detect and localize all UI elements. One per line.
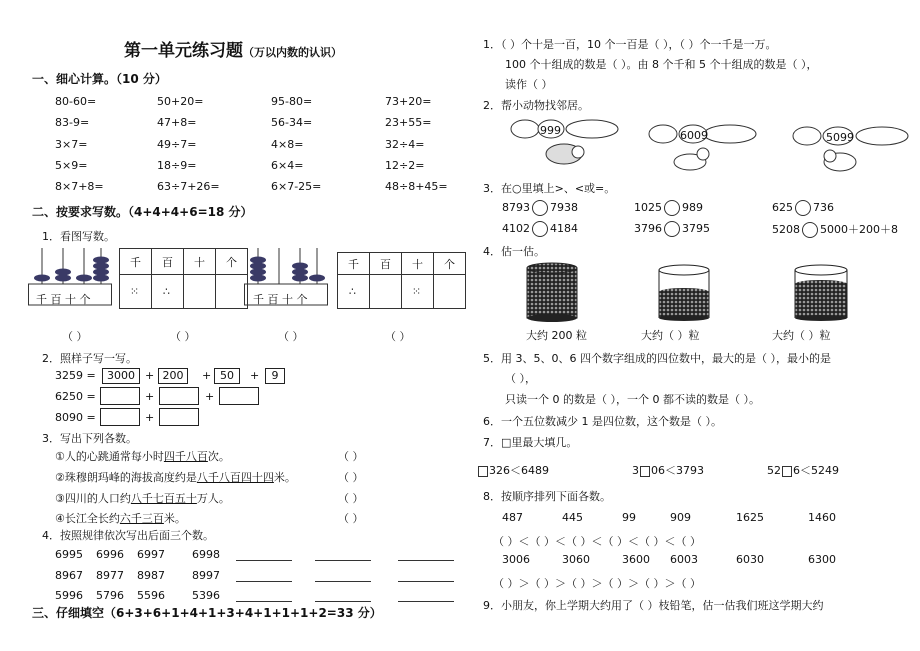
empty-cell — [184, 275, 216, 309]
place-value-table-1 — [119, 248, 248, 309]
part-box: 3000 — [102, 368, 140, 384]
q8-number: 3600 — [622, 553, 650, 566]
answer-box[interactable] — [159, 387, 199, 405]
answer-box[interactable] — [100, 408, 140, 426]
calc-item: 80-60= — [55, 95, 97, 108]
jar-label-1: 大约 200 粒 — [526, 329, 587, 342]
place-value-table-2 — [337, 252, 466, 309]
compare-right: 989 — [682, 201, 703, 214]
calc-item: 18÷9= — [157, 159, 197, 172]
q3-text: ③四川的人口约 — [55, 492, 131, 505]
r-q7: 7．□里最大填几。 — [483, 436, 578, 449]
q3-text: 米。 — [163, 512, 186, 525]
calc-item: 23+55= — [385, 116, 432, 129]
sequence-number: 5796 — [96, 589, 124, 602]
sequence-number: 8997 — [192, 569, 220, 582]
q8-number: 1625 — [736, 511, 764, 524]
compare-left: 8793 — [502, 201, 530, 214]
header-ge: 个 — [434, 253, 466, 275]
compare-right: 7938 — [550, 201, 578, 214]
neighbor-graphic — [648, 122, 768, 177]
r-q2: 2．帮小动物找邻居。 — [483, 99, 589, 112]
blank-line[interactable] — [236, 550, 292, 561]
q2-label: 2．照样子写一写。 — [42, 352, 137, 365]
r-q4: 4．估一估。 — [483, 245, 545, 258]
answer-box[interactable] — [219, 387, 259, 405]
subtitle: （万以内数的认识） — [243, 46, 342, 59]
compare-left: 625 — [772, 201, 793, 214]
q2-num-1: 3259 = — [55, 369, 96, 382]
calc-item: 83-9= — [55, 116, 90, 129]
q2-num-3: 8090 = — [55, 411, 96, 424]
compare-item — [502, 200, 578, 216]
neighbor-num-2: 6009 — [680, 129, 708, 142]
neighbor-num-1: 999 — [540, 124, 561, 137]
jar-half — [658, 264, 710, 322]
q3-item — [55, 469, 296, 485]
q7-post: 06＜3793 — [651, 464, 704, 477]
empty-cell — [216, 275, 248, 309]
header-bai: 百 — [152, 249, 184, 275]
sequence-number: 5996 — [55, 589, 83, 602]
calc-item: 3×7= — [55, 138, 88, 151]
q3-answer-paren[interactable]: （ ） — [338, 492, 364, 505]
q1-label: 1．看图写数。 — [42, 230, 115, 243]
r-q9: 9．小朋友，你上学期大约用了（ ）枝铅笔，估一估我们班这学期大约 — [483, 599, 824, 612]
section1-heading: 一、细心计算。（10 分） — [32, 72, 167, 86]
underlined-number-words: 六千三百 — [119, 512, 164, 525]
compare-circle[interactable] — [532, 200, 548, 216]
header-shi: 十 — [184, 249, 216, 275]
answer-box[interactable] — [100, 387, 140, 405]
empty-cell — [434, 275, 466, 309]
q3-text: ④长江全长约 — [55, 512, 120, 525]
answer-paren-2[interactable]: （ ） — [170, 330, 196, 343]
underlined-number-words: 四千八百 — [163, 450, 208, 463]
fill-square[interactable] — [782, 466, 792, 477]
r-q5b: （ ）， — [505, 372, 536, 385]
dots-cell: ∴ — [338, 275, 370, 309]
part-box: 200 — [158, 368, 188, 384]
calc-item: 48÷8+45= — [385, 180, 448, 193]
sequence-number: 5396 — [192, 589, 220, 602]
q2-num-2: 6250 = — [55, 390, 96, 403]
header-shi: 十 — [402, 253, 434, 275]
compare-item — [502, 221, 578, 237]
q3-label: 3．写出下列各数。 — [42, 432, 137, 445]
calc-item: 56-34= — [271, 116, 313, 129]
calc-item: 49÷7= — [157, 138, 197, 151]
compare-right: 3795 — [682, 222, 710, 235]
part-box: 50 — [214, 368, 240, 384]
sequence-number: 5596 — [137, 589, 165, 602]
calc-item: 63÷7+26= — [157, 180, 220, 193]
sequence-number: 6995 — [55, 548, 83, 561]
q3-answer-paren[interactable]: （ ） — [338, 512, 364, 525]
neighbor-1 — [510, 118, 620, 168]
blank-line[interactable] — [315, 550, 371, 561]
blank-line[interactable] — [398, 550, 454, 561]
answer-paren-1[interactable]: （ ） — [62, 330, 88, 343]
q4-label: 4．按照规律依次写出后面三个数。 — [42, 529, 214, 542]
page-title — [124, 36, 342, 61]
calc-item: 47+8= — [157, 116, 197, 129]
calc-item: 6×4= — [271, 159, 304, 172]
q7-item-2 — [632, 462, 704, 478]
plus-sign: + — [202, 369, 212, 382]
blank-line[interactable] — [315, 591, 371, 602]
q8-number: 6030 — [736, 553, 764, 566]
dots-cell: ⁙ — [120, 275, 152, 309]
sequence-number: 8987 — [137, 569, 165, 582]
compare-circle[interactable] — [664, 221, 680, 237]
plus-sign: + — [250, 369, 260, 382]
q8-less[interactable]: （ ）＜（ ）＜（ ）＜（ ）＜（ ）＜（ ） — [493, 535, 701, 548]
neighbor-graphic — [510, 118, 620, 168]
q7-pre: 3 — [632, 464, 639, 477]
q8-number: 6003 — [670, 553, 698, 566]
q8-number: 6300 — [808, 553, 836, 566]
r-q1a: 1．（ ）个十是一百，10 个一百是（ ），（ ）个一千是一万。 — [483, 38, 777, 51]
compare-right: 4184 — [550, 222, 578, 235]
calc-item: 6×7-25= — [271, 180, 322, 193]
compare-right: 5000＋200＋8 — [820, 223, 898, 236]
fill-square[interactable] — [640, 466, 650, 477]
q3-text: 次。 — [207, 450, 230, 463]
calc-item: 95-80= — [271, 95, 313, 108]
q7-post: 326＜6489 — [489, 464, 549, 477]
q3-text: 米。 — [273, 471, 296, 484]
r-q8: 8．按顺序排列下面各数。 — [483, 490, 611, 503]
sequence-number: 6996 — [96, 548, 124, 561]
neighbor-num-3: 5099 — [826, 131, 854, 144]
calc-item: 8×7+8= — [55, 180, 104, 193]
compare-left: 4102 — [502, 222, 530, 235]
q7-post: 6＜5249 — [793, 464, 839, 477]
sequence-number: 6997 — [137, 548, 165, 561]
header-ge: 个 — [216, 249, 248, 275]
plus-sign: + — [145, 411, 155, 424]
q7-item-3 — [767, 462, 839, 478]
blank-line[interactable] — [236, 571, 292, 582]
plus-sign: + — [145, 390, 155, 403]
sequence-number: 8967 — [55, 569, 83, 582]
compare-circle[interactable] — [802, 222, 818, 238]
q8-greater[interactable]: （ ）＞（ ）＞（ ）＞（ ）＞（ ）＞（ ） — [493, 577, 701, 590]
jar-full — [526, 262, 578, 322]
compare-left: 3796 — [634, 222, 662, 235]
blank-line[interactable] — [236, 591, 292, 602]
title-text: 第一单元练习题 — [124, 41, 243, 61]
q3-text: ②珠穆朗玛峰的海拔高度约是 — [55, 471, 197, 484]
compare-right: 736 — [813, 201, 834, 214]
q3-text: 万人。 — [196, 492, 230, 505]
calc-item: 4×8= — [271, 138, 304, 151]
q8-number: 99 — [622, 511, 636, 524]
r-q5a: 5．用 3、5、0、6 四个数字组成的四位数中，最大的是（ ），最小的是 — [483, 352, 831, 365]
answer-paren-3[interactable]: （ ） — [278, 330, 304, 343]
q7-item-1 — [477, 462, 549, 478]
calc-item: 32÷4= — [385, 138, 425, 151]
dots-cell: ∴ — [152, 275, 184, 309]
compare-item — [634, 200, 703, 216]
empty-cell — [370, 275, 402, 309]
r-q5c: 只读一个 0 的数是（ ），一个 0 都不读的数是（ ）。 — [505, 393, 760, 406]
underlined-number-words: 八千八百四十四 — [196, 471, 274, 484]
blank-line[interactable] — [398, 571, 454, 582]
r-q1b: 100 个十组成的数是（ ）。由 8 个千和 5 个十组成的数是（ ）， — [505, 58, 818, 71]
q8-number: 3006 — [502, 553, 530, 566]
compare-circle[interactable] — [795, 200, 811, 216]
part-box: 9 — [265, 368, 285, 384]
compare-circle[interactable] — [664, 200, 680, 216]
answer-box[interactable] — [159, 408, 199, 426]
compare-left: 5208 — [772, 223, 800, 236]
q3-item — [55, 490, 230, 506]
r-q3: 3．在○里填上>、<或=。 — [483, 182, 616, 195]
fill-square[interactable] — [478, 466, 488, 477]
sequence-number: 6998 — [192, 548, 220, 561]
blank-line[interactable] — [315, 571, 371, 582]
compare-item — [772, 200, 834, 216]
compare-left: 1025 — [634, 201, 662, 214]
q8-number: 3060 — [562, 553, 590, 566]
abacus-1-labels: 千 百 十 个 — [36, 293, 91, 306]
dots-cell: ⁙ — [402, 275, 434, 309]
section3-heading: 三、仔细填空（6+3+6+1+4+1+3+4+1+1+1+2=33 分） — [32, 606, 382, 620]
jar-more — [794, 264, 848, 322]
compare-circle[interactable] — [532, 221, 548, 237]
plus-sign: + — [205, 390, 215, 403]
jar-label-2[interactable]: 大约（ ）粒 — [641, 329, 700, 342]
q8-number: 487 — [502, 511, 523, 524]
header-qian: 千 — [120, 249, 152, 275]
answer-paren-4[interactable]: （ ） — [385, 330, 411, 343]
r-q6: 6．一个五位数减少 1 是四位数，这个数是（ ）。 — [483, 415, 722, 428]
calc-item: 50+20= — [157, 95, 204, 108]
q3-answer-paren[interactable]: （ ） — [338, 450, 364, 463]
q3-item — [55, 448, 230, 464]
header-qian: 千 — [338, 253, 370, 275]
compare-item — [634, 221, 710, 237]
q8-number: 909 — [670, 511, 691, 524]
compare-item — [772, 221, 898, 238]
calc-item: 73+20= — [385, 95, 432, 108]
q8-number: 1460 — [808, 511, 836, 524]
q3-item — [55, 510, 186, 526]
underlined-number-words: 八千七百五十 — [130, 492, 197, 505]
sequence-number: 8977 — [96, 569, 124, 582]
calc-item: 5×9= — [55, 159, 88, 172]
q7-pre: 52 — [767, 464, 781, 477]
jar-label-3[interactable]: 大约（ ）粒 — [772, 329, 831, 342]
q3-text: ①人的心跳通常每小时 — [55, 450, 164, 463]
calc-item: 12÷2= — [385, 159, 425, 172]
neighbor-2 — [648, 122, 768, 177]
q3-answer-paren[interactable]: （ ） — [338, 471, 364, 484]
header-bai: 百 — [370, 253, 402, 275]
blank-line[interactable] — [398, 591, 454, 602]
r-q1c: 读作（ ） — [505, 78, 553, 91]
q8-number: 445 — [562, 511, 583, 524]
abacus-2-labels: 千 百 十 个 — [253, 293, 308, 306]
section2-heading: 二、按要求写数。（4+4+4+6=18 分） — [32, 205, 253, 219]
plus-sign: + — [145, 369, 155, 382]
